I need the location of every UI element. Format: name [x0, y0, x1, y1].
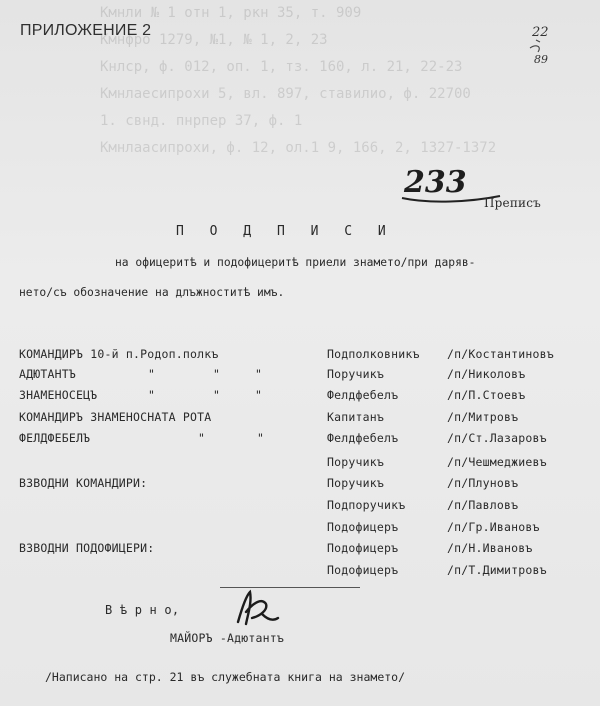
table-row-position: АДЮТАНТЪ — [19, 367, 76, 381]
table-row-name: /п/Т.Димитровъ — [447, 563, 547, 577]
ditto-mark: " — [257, 431, 265, 445]
appendix-heading: ПРИЛОЖЕНИЕ 2 — [20, 22, 152, 39]
table-row-rank: Подполковникъ — [327, 347, 420, 361]
table-row-rank: Подофицеръ — [327, 541, 399, 555]
table-row-name: /п/П.Стоевъ — [447, 388, 526, 402]
table-row-name: /п/Костантиновъ — [447, 347, 554, 361]
ditto-mark: " — [213, 388, 221, 402]
table-row-position: ВЗВОДНИ ПОДОФИЦЕРИ: — [19, 541, 155, 555]
certified-true-copy: В ѣ р н о, — [105, 603, 180, 617]
table-row-name: /п/Чешмеджиевъ — [447, 455, 547, 469]
major-signature — [232, 588, 282, 630]
table-row-name: /п/Николовъ — [447, 367, 526, 381]
table-row-rank: Фелдфебелъ — [327, 431, 399, 445]
table-row-rank: Поручикъ — [327, 476, 384, 490]
ditto-mark: " — [255, 388, 263, 402]
ditto-mark: " — [198, 431, 206, 445]
table-row-position: ФЕЛДФЕБЕЛЪ — [19, 431, 91, 445]
signer-title: МАЙОРЪ -Адютантъ — [170, 631, 284, 645]
ditto-mark: " — [213, 367, 221, 381]
table-row-position: ЗНАМЕНОСЕЦЪ — [19, 388, 98, 402]
table-row-position: КОМАНДИРЪ ЗНАМЕНОСНАТА РОТА — [19, 410, 212, 424]
table-row-name: /п/Плуновъ — [447, 476, 519, 490]
svg-text:89: 89 — [534, 53, 548, 66]
table-row-rank: Подофицеръ — [327, 563, 399, 577]
bleed-through-text: Кмнли № 1 отн 1, ркн 35, т. 909 Кмнфро 1279, №1, № 1, 2, 23 Кнлср, ф. 012, оп. 1, тз. 160, л. 21, 22-23 Кмнлаесипрохи 5, вл. 897, ставилио, ф. 22700 1. свнд. пнрпер 37, ф. 1 Кмнлаасипрохи, ф. 12, ол.1 9, 166, 2, 1327-1372 — [100, 5, 497, 156]
table-row-position: ВЗВОДНИ КОМАНДИРИ: — [19, 476, 148, 490]
table-row-rank: Капитанъ — [327, 410, 384, 424]
copy-mark: Преписъ — [484, 196, 541, 210]
ditto-mark: " — [148, 367, 156, 381]
table-row-rank: Поручикъ — [327, 367, 384, 381]
table-row-name: /п/Митровъ — [447, 410, 519, 424]
intro-line-1: на офицеритѣ и подофицеритѣ приели знамето/при даряв- — [115, 256, 476, 269]
svg-text:22: 22 — [532, 25, 549, 40]
document-title: П О Д П И С И — [176, 224, 395, 239]
footer-note: /Написано на стр. 21 въ служебната книга на знамето/ — [45, 670, 406, 684]
ditto-mark: " — [148, 388, 156, 402]
table-row-position: КОМАНДИРЪ 10-й п.Родоп.полкъ — [19, 347, 219, 361]
intro-line-2: нето/съ обозначение на длъжноститѣ имъ. — [19, 286, 285, 299]
table-row-rank: Подпоручикъ — [327, 498, 406, 512]
table-row-rank: Фелдфебелъ — [327, 388, 399, 402]
table-row-name: /п/Ст.Лазаровъ — [447, 431, 547, 445]
svg-text:233: 233 — [404, 165, 467, 200]
table-row-name: /п/Н.Ивановъ — [447, 541, 533, 555]
table-row-name: /п/Павловъ — [447, 498, 519, 512]
table-row-rank: Подофицеръ — [327, 520, 399, 534]
table-row-name: /п/Гр.Ивановъ — [447, 520, 540, 534]
table-row-rank: Поручикъ — [327, 455, 384, 469]
ditto-mark: " — [255, 367, 263, 381]
page-number-handwritten — [518, 18, 568, 68]
